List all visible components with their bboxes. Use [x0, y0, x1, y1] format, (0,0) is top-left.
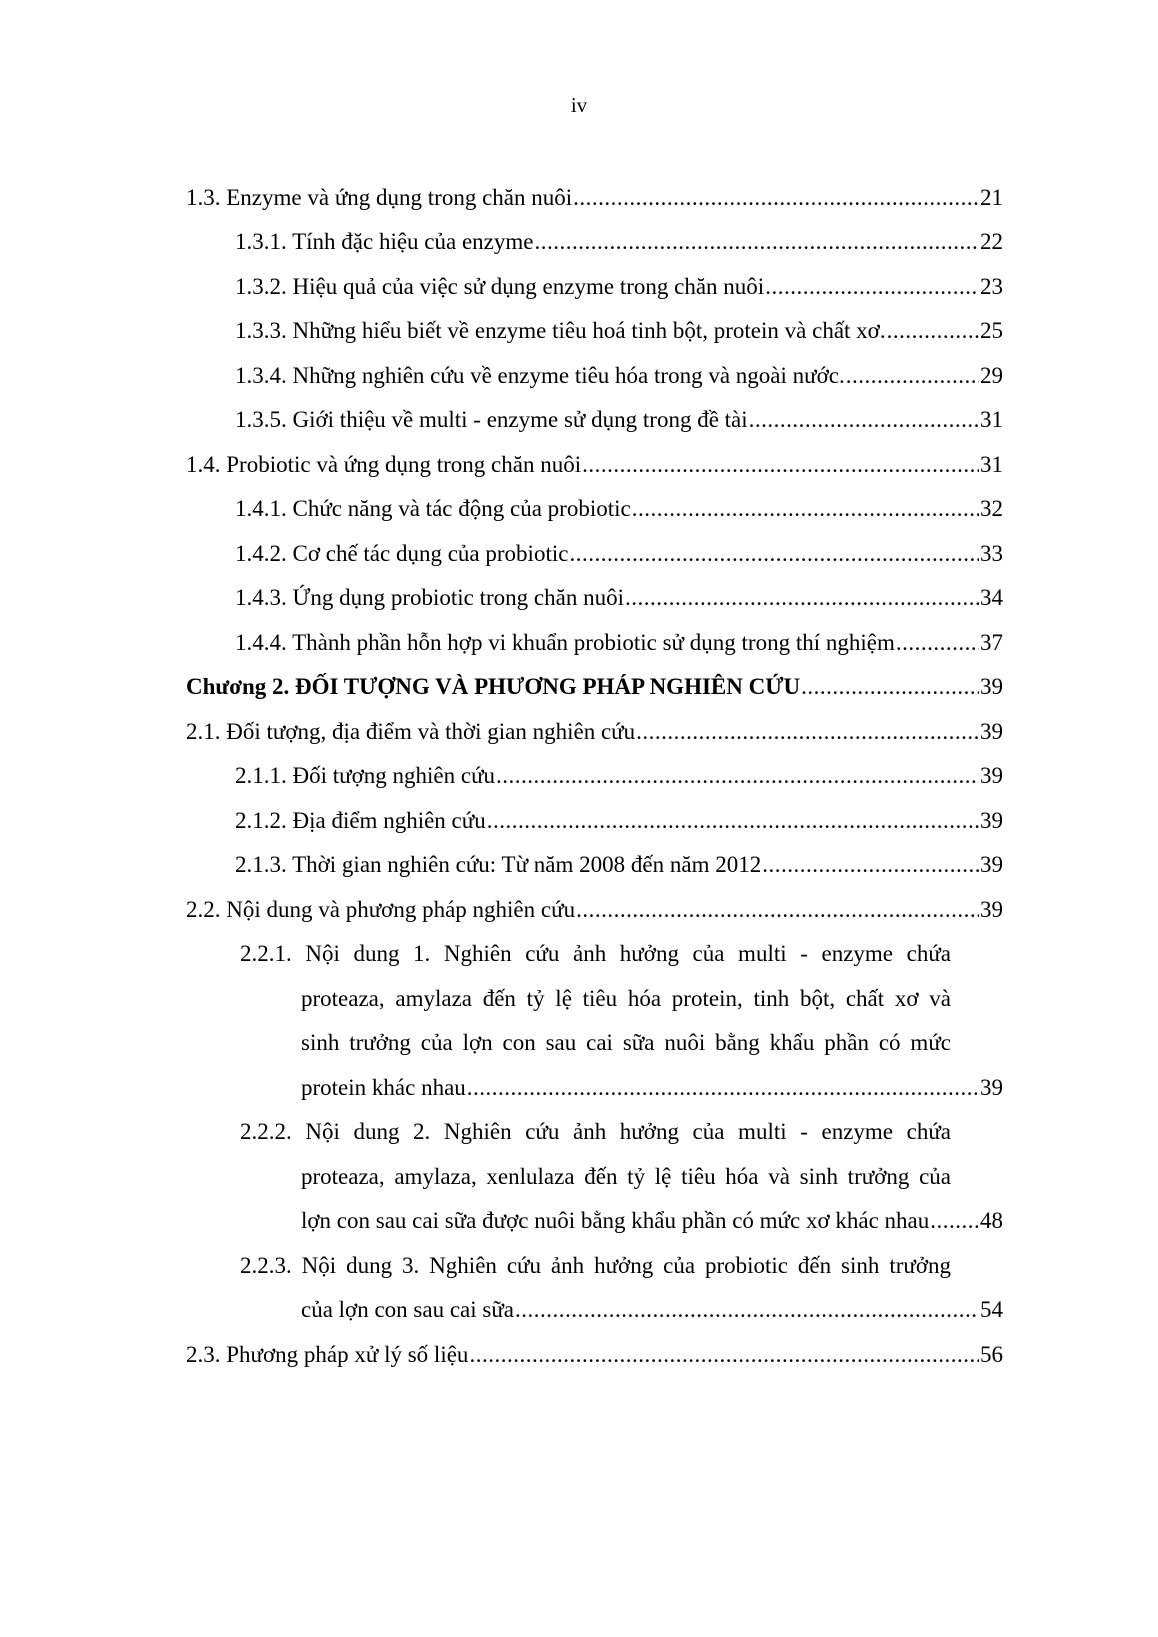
toc-entry-label: 1.4.3. Ứng dụng probiotic trong chăn nuôi: [235, 585, 624, 610]
toc-dot-leader: [469, 1340, 979, 1370]
toc-entry-label: 2.1.1. Đối tượng nghiên cứu: [235, 763, 496, 788]
toc-entry-line: [301, 1073, 1003, 1103]
toc-entry-page: 29: [980, 363, 1003, 388]
toc-entry-line: [301, 984, 951, 1014]
toc-entry-page: 56: [980, 1342, 1003, 1367]
toc-entry-chapter-2[interactable]: [186, 672, 1003, 702]
toc-dot-leader: [801, 672, 979, 702]
toc-entry-1-3-2[interactable]: [235, 272, 1003, 302]
toc-entry-label: 1.4. Probiotic và ứng dụng trong chăn nuôi: [186, 452, 582, 477]
toc-dot-leader: [487, 806, 979, 836]
toc-entry-line: [301, 1162, 951, 1192]
page-number: iv: [570, 93, 588, 117]
toc-entry-label: 2.2.1. Nội dung 1. Nghiên cứu ảnh hưởng của multi - enzyme chứa: [240, 941, 951, 966]
toc-dot-leader: [582, 450, 979, 480]
toc-entry-page: 32: [980, 496, 1003, 521]
toc-entry-label: protein khác nhau: [301, 1075, 466, 1100]
toc-entry-line: [240, 1251, 951, 1281]
toc-entry-label: 1.4.1. Chức năng và tác động của probiotic: [235, 496, 631, 521]
toc-dot-leader: [467, 1073, 979, 1103]
toc-entry-label: 1.3. Enzyme và ứng dụng trong chăn nuôi: [186, 185, 573, 210]
toc-dot-leader: [573, 183, 979, 213]
toc-entry-2-2[interactable]: [186, 895, 1003, 925]
toc-entry-page: 39: [980, 808, 1003, 833]
toc-dot-leader: [515, 1295, 979, 1325]
toc-dot-leader: [576, 895, 979, 925]
toc-dot-leader: [762, 850, 979, 880]
toc-dot-leader: [636, 717, 979, 747]
toc-entry-label: 1.4.4. Thành phần hỗn hợp vi khuẩn probiotic sử dụng trong thí nghiệm: [235, 630, 895, 655]
toc-entry-1-4[interactable]: [186, 450, 1003, 480]
toc-entry-label: 1.4.2. Cơ chế tác dụng của probiotic: [235, 541, 569, 566]
toc-entry-page: 48: [980, 1208, 1003, 1233]
toc-entry-1-3-1[interactable]: [235, 227, 1003, 257]
toc-entry-page: 31: [980, 452, 1003, 477]
toc-entry-line: [240, 939, 951, 969]
toc-entry-page: 39: [980, 852, 1003, 877]
toc-entry-1-4-1[interactable]: [235, 494, 1003, 524]
toc-entry-line: [301, 1206, 1003, 1236]
toc-dot-leader: [846, 361, 979, 391]
toc-entry-1-4-3[interactable]: [235, 583, 1003, 613]
toc-entry-page: 25: [980, 318, 1003, 343]
toc-entry-label: 2.2. Nội dung và phương pháp nghiên cứu: [186, 897, 576, 922]
toc-entry-label: 1.3.3. Những hiểu biết về enzyme tiêu hoá tinh bột, protein và chất xơ.: [235, 318, 886, 343]
toc-entry-label: 2.1.2. Địa điểm nghiên cứu: [235, 808, 486, 833]
toc-entry-page: 22: [980, 229, 1003, 254]
toc-entry-label: của lợn con sau cai sữa: [301, 1297, 515, 1322]
toc-dot-leader: [930, 1206, 979, 1236]
toc-entry-label: 1.3.1. Tính đặc hiệu của enzyme: [235, 229, 534, 254]
toc-dot-leader: [749, 405, 979, 435]
toc-dot-leader: [896, 628, 979, 658]
toc-entry-2-3[interactable]: [186, 1340, 1003, 1370]
toc-entry-label: 1.3.4. Những nghiên cứu về enzyme tiêu hóa trong và ngoài nước.: [235, 363, 845, 388]
toc-entry-2-1[interactable]: [186, 717, 1003, 747]
toc-entry-1-3[interactable]: [186, 183, 1003, 213]
toc-dot-leader: [887, 316, 979, 346]
toc-dot-leader: [496, 761, 979, 791]
toc-dot-leader: [569, 539, 979, 569]
toc-entry-page: 39: [980, 719, 1003, 744]
toc-entry-label: sinh trưởng của lợn con sau cai sữa nuôi bằng khẩu phần có mức: [301, 1030, 951, 1055]
toc-entry-line: [240, 1117, 951, 1147]
toc-entry-label: 2.2.3. Nội dung 3. Nghiên cứu ảnh hưởng của probiotic đến sinh trưởng: [240, 1253, 951, 1278]
toc-entry-page: 31: [980, 407, 1003, 432]
toc-dot-leader: [765, 272, 979, 302]
toc-entry-page: 39: [980, 763, 1003, 788]
toc-entry-1-3-3[interactable]: [235, 316, 1003, 346]
toc-entry-line: [301, 1295, 1003, 1325]
toc-entry-label: 2.1.3. Thời gian nghiên cứu: Từ năm 2008 đến năm 2012: [235, 852, 762, 877]
toc-dot-leader: [534, 227, 979, 257]
toc-entry-label: 2.3. Phương pháp xử lý số liệu: [186, 1342, 469, 1367]
toc-dot-leader: [625, 583, 979, 613]
toc-entry-page: 37: [980, 630, 1003, 655]
toc-entry-page: 21: [980, 185, 1003, 210]
toc-entry-label: 2.1. Đối tượng, địa điểm và thời gian nghiên cứu: [186, 719, 636, 744]
toc-entry-page: 39: [980, 1075, 1003, 1100]
toc-entry-2-1-2[interactable]: [235, 806, 1003, 836]
toc-entry-page: 39: [980, 897, 1003, 922]
toc-entry-label: 2.2.2. Nội dung 2. Nghiên cứu ảnh hưởng của multi - enzyme chứa: [240, 1119, 951, 1144]
toc-chapter-label: Chương 2. ĐỐI TƯỢNG VÀ PHƯƠNG PHÁP NGHIÊN CỨU: [186, 674, 801, 699]
toc-entry-1-4-4[interactable]: [235, 628, 1003, 658]
toc-entry-label: proteaza, amylaza, xenlulaza đến tỷ lệ tiêu hóa và sinh trưởng của: [301, 1164, 951, 1189]
toc-entry-1-3-4[interactable]: [235, 361, 1003, 391]
toc-entry-label: 1.3.5. Giới thiệu về multi - enzyme sử dụng trong đề tài: [235, 407, 748, 432]
toc-entry-page: 34: [980, 585, 1003, 610]
toc-entry-page: 33: [980, 541, 1003, 566]
toc-entry-label: 1.3.2. Hiệu quả của việc sử dụng enzyme trong chăn nuôi: [235, 274, 765, 299]
toc-entry-page: 23: [980, 274, 1003, 299]
toc-entry-page: 39: [980, 674, 1003, 699]
toc-dot-leader: [632, 494, 979, 524]
toc-entry-1-4-2[interactable]: [235, 539, 1003, 569]
toc-entry-2-1-1[interactable]: [235, 761, 1003, 791]
toc-entry-label: lợn con sau cai sữa được nuôi bằng khẩu phần có mức xơ khác nhau: [301, 1208, 930, 1233]
toc-entry-2-1-3[interactable]: [235, 850, 1003, 880]
toc-entry-line: [301, 1028, 951, 1058]
toc-entry-page: 54: [980, 1297, 1003, 1322]
toc-entry-1-3-5[interactable]: [235, 405, 1003, 435]
toc-entry-label: proteaza, amylaza đến tỷ lệ tiêu hóa protein, tinh bột, chất xơ và: [301, 986, 951, 1011]
